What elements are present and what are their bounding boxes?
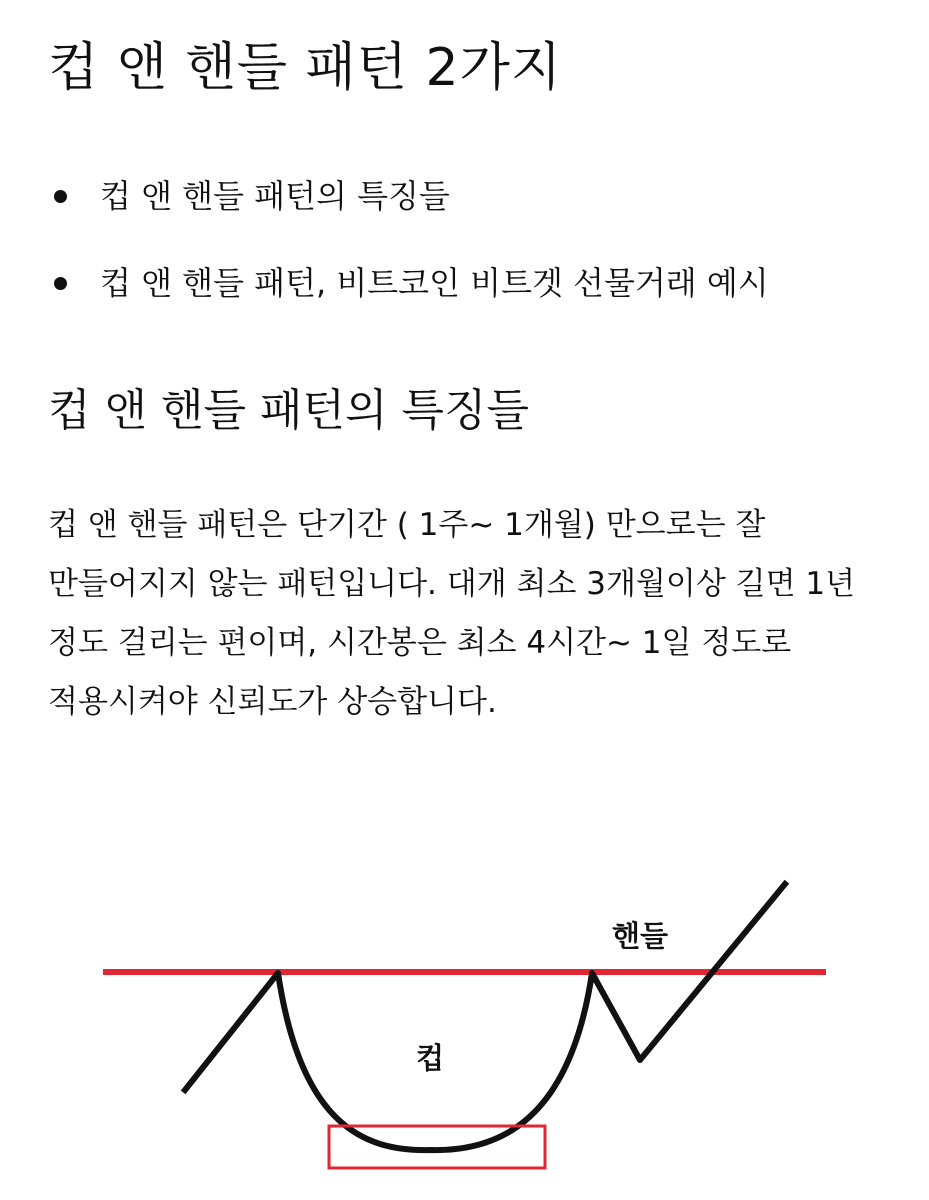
page-title: 컵 앤 핸들 패턴 2가지 [48,38,563,98]
toc-item-label: 컵 앤 핸들 패턴의 특징들 [100,177,450,215]
section-paragraph: 컵 앤 핸들 패턴은 단기간 ( 1주~ 1개월) 만으로는 잘 만들어지지 않는 패턴입니다. 대개 최소 3개월이상 길면 1년 정도 걸리는 편이며, 시간봉은 최소 4시간~ 1일 정도로 적용시켜야 신뢰도가 상승합니다. [48,507,856,720]
toc-item-bitcoin-example[interactable] [48,252,769,314]
bullet-icon [54,277,67,290]
bullet-icon [54,190,67,203]
toc-item-label: 컵 앤 핸들 패턴, 비트코인 비트겟 선물거래 예시 [100,264,769,302]
cup-and-handle-diagram [0,860,929,1200]
section-heading: 컵 앤 핸들 패턴의 특징들 [48,385,529,436]
price-path [185,884,785,1150]
toc-item-features[interactable] [48,165,769,227]
handle-label: 핸들 [611,919,669,953]
cup-label: 컵 [415,1041,445,1075]
table-of-contents [48,165,769,339]
